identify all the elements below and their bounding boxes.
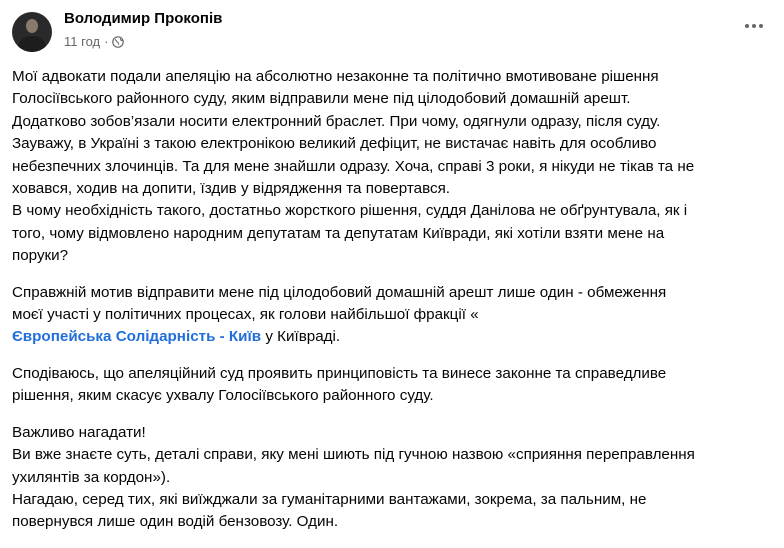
author-name[interactable]: Володимир Прокопів	[64, 10, 223, 27]
more-options-icon[interactable]	[736, 8, 772, 44]
paragraph-2	[12, 282, 774, 349]
text-line: Ви вже знаєте суть, деталі справи, яку мені шиють під гучною назвою «сприяння переправлення	[12, 446, 695, 464]
text-line: Справжній мотив відправити мене під цілодобовий домашній арешт лише один - обмеження	[12, 283, 667, 301]
text-line: рішення, яким скасує ухвалу Голосіївського районного суду.	[12, 387, 434, 405]
avatar-shoulders	[18, 36, 46, 52]
paragraph-4	[12, 422, 774, 534]
more-dot	[752, 24, 756, 28]
paragraph-3	[12, 363, 774, 408]
post-meta	[64, 34, 124, 49]
text-line: моєї участі у політичних процесах, як голови найбільшої фракції «	[12, 306, 479, 324]
text-line: небезпечних злочинців. Та для мене знайшли одразу. Хоча, справі 3 роки, я нікуди не тікав та не	[12, 157, 695, 175]
page-mention-link[interactable]: Європейська Солідарність - Київ	[12, 328, 262, 346]
text-line-with-mention	[12, 326, 774, 348]
more-dot	[745, 24, 749, 28]
post-time[interactable]: 11 год	[64, 34, 101, 49]
avatar[interactable]	[12, 12, 52, 52]
text-line: ухилянтів за кордон»).	[12, 468, 171, 486]
text-line: Сподіваюсь, що апеляційний суд проявить принциповість та винесе законне та справедливе	[12, 364, 667, 382]
text-line: Додатково зобов’язали носити електронний браслет. При чому, одягнули одразу, після суду.	[12, 112, 661, 130]
more-dot	[759, 24, 763, 28]
text-line: Голосіївського районного суду, яким відправили мене під цілодобовий домашній арешт.	[12, 90, 631, 108]
post-header	[0, 0, 784, 60]
text-line: ховався, ходив на допити, їздив у відрядження та повертався.	[12, 180, 451, 198]
text-after-mention: у Київраді.	[261, 328, 341, 346]
text-line: Важливо нагадати!	[12, 423, 146, 441]
meta-separator: ·	[104, 34, 109, 49]
text-line: В чому необхідність такого, достатньо жорсткого рішення, суддя Данілова не обґрунтувала, як і	[12, 202, 688, 220]
text-line: поруки?	[12, 247, 69, 265]
text-line: того, чому відмовлено народним депутатам та депутатам Київради, які хотіли взяти мене на	[12, 224, 665, 242]
text-line: Зауважу, в Україні з такою електронікою великий дефіцит, не вистачає навіть для особливо	[12, 135, 657, 153]
text-line: Мої адвокати подали апеляцію на абсолютно незаконне та політично вмотивоване рішення	[12, 68, 659, 85]
text-line: Нагадаю, серед тих, які виїжджали за гуманітарними вантажами, зокрема, за пальним, не	[12, 490, 647, 508]
text-line: повернувся лише один водій бензовозу. Один.	[12, 513, 339, 531]
avatar-face	[26, 19, 38, 33]
paragraph-1	[12, 66, 774, 268]
post-text	[12, 66, 774, 548]
globe-icon[interactable]	[112, 36, 124, 48]
